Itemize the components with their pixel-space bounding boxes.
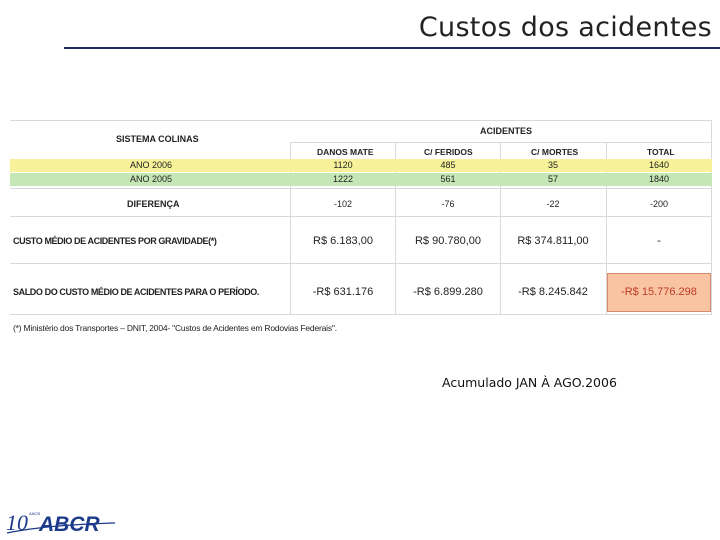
table-cell: R$ 374.811,00	[517, 235, 589, 247]
row-label-diferenca: DIFERENÇA	[127, 199, 180, 209]
table-cell: 1120	[333, 160, 353, 170]
column-header-total: TOTAL	[647, 147, 675, 157]
table-cell: 35	[547, 160, 558, 170]
table-top-border	[10, 120, 712, 121]
table-cell: 1222	[332, 174, 354, 184]
row-label-custo: CUSTO MÉDIO DE ACIDENTES POR GRAVIDADE(*)	[13, 236, 217, 246]
table-cell: -76	[441, 199, 455, 209]
column-header-mortes: C/ MORTES	[531, 147, 579, 157]
title-divider	[64, 47, 720, 49]
table-cell: -R$ 8.245.842	[518, 286, 588, 298]
row-label-2006: ANO 2006	[130, 160, 173, 170]
abcr-logo-icon	[5, 503, 117, 537]
table-cell: 485	[440, 160, 456, 170]
table-cell: -R$ 6.899.280	[413, 286, 483, 298]
table-cell: -102	[333, 199, 352, 209]
column-header-feridos: C/ FERIDOS	[424, 147, 473, 157]
table-header-divider	[290, 142, 712, 143]
table-cell: -22	[546, 199, 560, 209]
table-column-divider	[711, 120, 712, 314]
logo-number: 10	[6, 510, 28, 535]
row-label-saldo: SALDO DO CUSTO MÉDIO DE ACIDENTES PARA O PERÍODO.	[13, 287, 259, 297]
table-bottom-border	[10, 314, 712, 315]
slide-title: Custos dos acidentes	[418, 12, 712, 43]
row-header: SISTEMA COLINAS	[116, 134, 199, 144]
row-label-2005: ANO 2005	[130, 174, 173, 184]
group-header: ACIDENTES	[480, 126, 533, 136]
total-saldo-cell: -R$ 15.776.298	[621, 286, 697, 298]
table-footnote: (*) Ministério dos Transportes – DNIT, 2004- "Custos de Acidentes em Rodovias Federais".	[13, 323, 337, 333]
table-cell: 1840	[648, 174, 670, 184]
table-cell: -	[657, 235, 661, 247]
logo-small-text: ANOS	[29, 511, 41, 516]
accidents-cost-table	[10, 118, 712, 340]
abcr-logo	[5, 503, 117, 537]
table-cell: -R$ 631.176	[312, 286, 374, 298]
logo-brand: ABCR	[39, 513, 100, 536]
column-header-danos: DANOS MATE	[317, 147, 374, 157]
table-cell: 561	[440, 174, 456, 184]
table-cell: 1640	[648, 160, 670, 170]
table-cell: R$ 6.183,00	[313, 235, 373, 247]
table-cell: 57	[547, 174, 558, 184]
table-cell: -200	[649, 199, 668, 209]
period-caption: Acumulado JAN À AGO.2006	[442, 375, 617, 390]
table-cell: R$ 90.780,00	[414, 235, 482, 247]
